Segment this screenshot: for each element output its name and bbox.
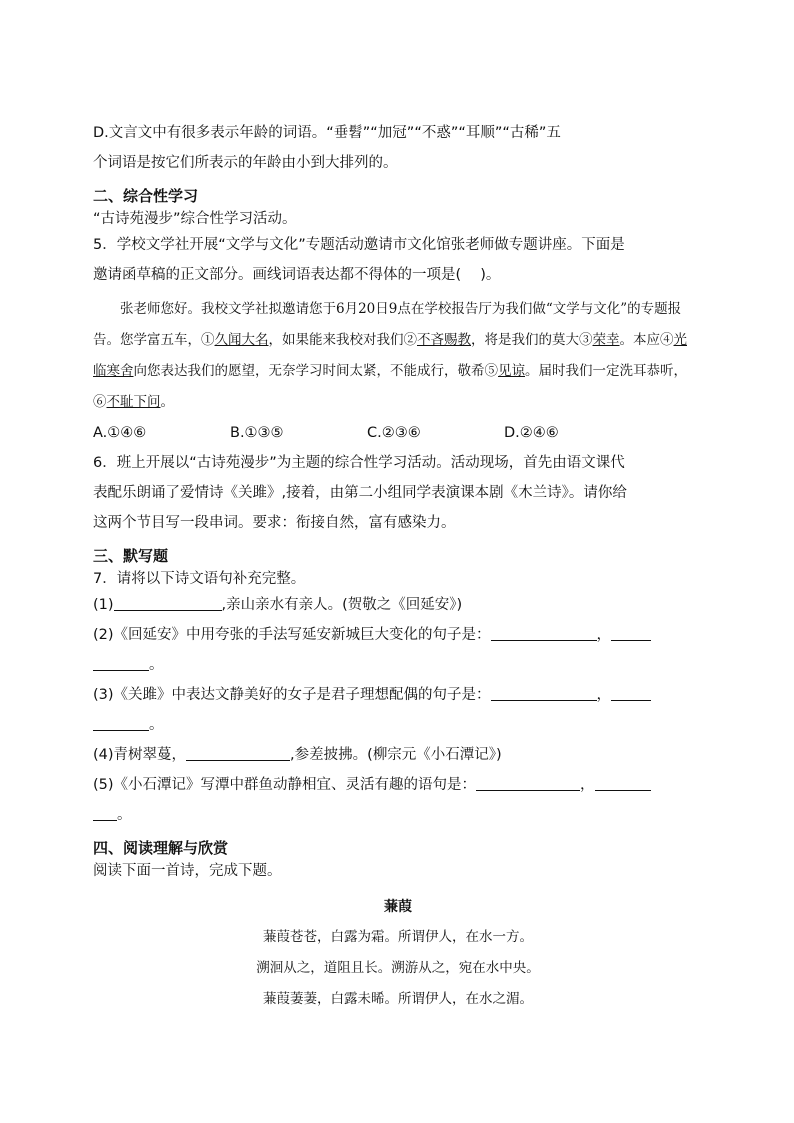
answer-blank[interactable] (595, 774, 651, 791)
underlined-phrase-2: 不吝赐教 (417, 332, 471, 348)
answer-blank[interactable] (93, 714, 149, 731)
fill-item-3: (3)《关雎》中表达文静美好的女子是君子理想配偶的句子是： ， (93, 680, 703, 710)
question-6-line-2: 表配乐朗诵了爱情诗《关雎》,接着，由第二小组同学表演课本剧《木兰诗》。请你给 (93, 485, 627, 501)
fill-item-1: (1) ,亲山亲水有亲人。(贺敬之《回延安》) (93, 590, 703, 620)
option-c: C.②③⑥ (367, 425, 421, 441)
option-d: D.②④⑥ (504, 425, 559, 441)
answer-blank[interactable] (611, 684, 651, 701)
answer-blank[interactable] (476, 774, 580, 791)
answer-blank[interactable] (611, 624, 651, 641)
poem-title: 蒹葭 (384, 899, 412, 915)
document-page (93, 118, 703, 1015)
question-d-line-1: D.文言文中有很多表示年龄的词语。“垂髫”“加冠”“不惑”“耳顺”“古稀”五 (93, 125, 561, 141)
poem-line: 蒹葭萋萋，白露未晞。所谓伊人，在水之湄。 (263, 991, 533, 1007)
question-6-line-3: 这两个节目写一段串词。要求：衔接自然，富有感染力。 (93, 515, 456, 531)
section-3-heading: 三、默写题 (93, 547, 169, 565)
answer-blank[interactable] (93, 654, 149, 671)
poem-line: 蒹葭苍苍，白露为霜。所谓伊人，在水一方。 (263, 929, 533, 945)
fill-item-3-cont: 。 (93, 710, 703, 740)
invitation-letter: 张老师您好。我校文学社拟邀请您于6月20日9点在学校报告厅为我们做“文学与文化”的专题报告。您学富五车，①久闻大名，如果能来我校对我们②不吝赐教，将是我们的莫大③荣幸。本应④光临寒舍向您表达我们的愿望，无奈学习时间太紧，不能成行，敬希⑤见谅。届时我们一定洗耳恭听，⑥不耻下问。 (93, 301, 687, 410)
question-5-line-2: 邀请函草稿的正文部分。画线词语表达都不得体的一项是( )。 (93, 267, 501, 283)
question-5-line-1: 5．学校文学社开展“文学与文化”专题活动邀请市文化馆张老师做专题讲座。下面是 (93, 237, 625, 253)
underlined-phrase-5: 见谅 (498, 363, 525, 379)
fill-item-5-cont: 。 (93, 800, 703, 830)
answer-blank[interactable] (114, 594, 222, 611)
section-2-heading: 二、综合性学习 (93, 187, 199, 205)
underlined-phrase-6: 不耻下问 (106, 394, 161, 410)
underlined-phrase-4: 光临寒舍 (93, 332, 687, 379)
question-5-options (93, 418, 703, 448)
answer-blank[interactable] (491, 624, 597, 641)
answer-blank[interactable] (93, 804, 117, 821)
section-2-intro: “古诗苑漫步”综合性学习活动。 (93, 211, 297, 227)
option-b: B.①③⑤ (230, 425, 284, 441)
question-7-prompt: 7．请将以下诗文语句补充完整。 (93, 571, 306, 587)
fill-item-5: (5)《小石潭记》写潭中群鱼动静相宜、灵活有趣的语句是： ， (93, 770, 703, 800)
underlined-phrase-1: 久闻大名 (214, 332, 269, 348)
question-d-line-2: 个词语是按它们所表示的年龄由小到大排列的。 (93, 155, 398, 171)
answer-blank[interactable] (491, 684, 597, 701)
option-a: A.①④⑥ (93, 425, 147, 441)
fill-item-4: (4)青树翠蔓， ,参差披拂。(柳宗元《小石潭记》) (93, 740, 703, 770)
fill-item-2: (2)《回延安》中用夸张的手法写延安新城巨大变化的句子是： ， (93, 620, 703, 650)
fill-item-2-cont: 。 (93, 650, 703, 680)
poem-line: 溯洄从之，道阻且长。溯游从之，宛在水中央。 (256, 960, 540, 976)
question-6-line-1: 6．班上开展以“古诗苑漫步”为主题的综合性学习活动。活动现场，首先由语文课代 (93, 455, 625, 471)
section-4-intro: 阅读下面一首诗，完成下题。 (93, 863, 282, 879)
underlined-phrase-3: 荣幸 (592, 332, 620, 348)
section-4-heading: 四、阅读理解与欣赏 (93, 839, 229, 857)
answer-blank[interactable] (186, 744, 290, 761)
